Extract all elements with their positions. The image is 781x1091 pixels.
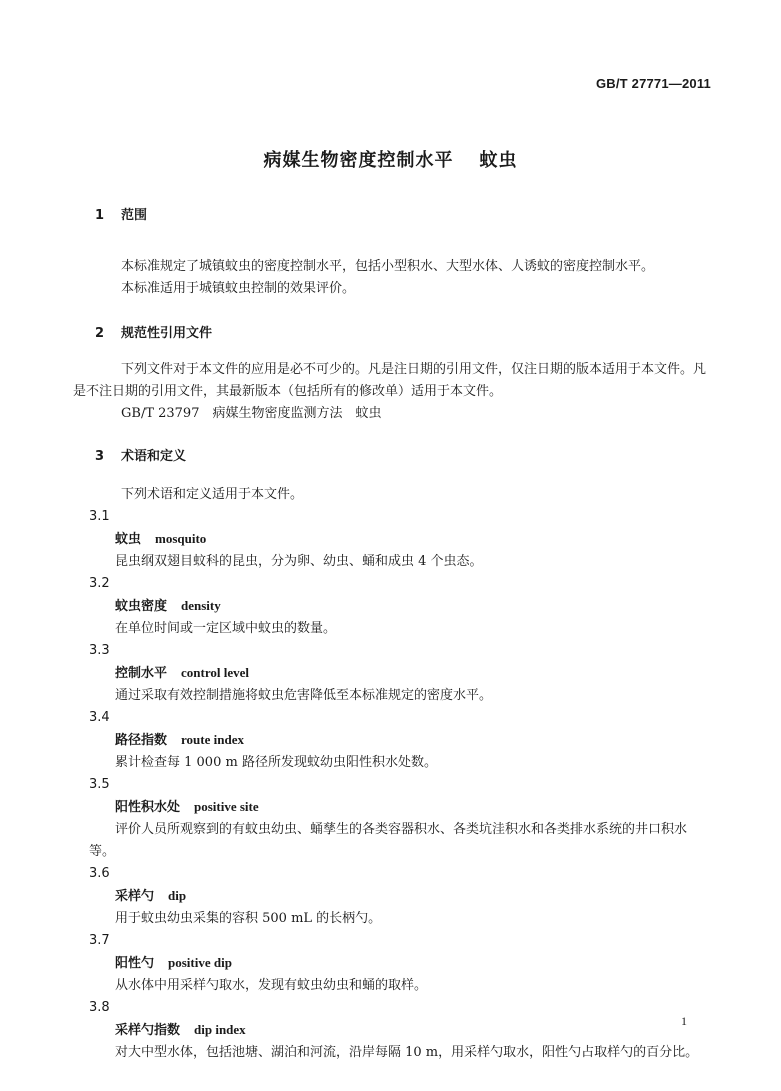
term-en: control level xyxy=(181,665,250,680)
term-entry xyxy=(89,707,710,774)
terms-intro: 下列术语和定义适用于本文件。 xyxy=(121,487,304,502)
term-en: positive site xyxy=(194,799,259,814)
term-definition: 累计检查每 1 000 m 路径所发现蚊幼虫阳性积水处数。 xyxy=(115,755,437,770)
term-zh: 阳性勺 xyxy=(115,956,155,971)
term-en: density xyxy=(181,598,221,613)
term-zh: 采样勺指数 xyxy=(115,1023,181,1038)
section-title: 术语和定义 xyxy=(121,449,187,464)
term-definition: 通过采取有效控制措施将蚊虫危害降低至本标准规定的密度水平。 xyxy=(115,688,493,703)
references-paragraph: 下列文件对于本文件的应用是必不可少的。凡是注日期的引用文件，仅注日期的版本适用于本文件。凡是不注日期的引用文件，其最新版本（包括所有的修改单）适用于本文件。 xyxy=(73,362,707,399)
term-en: positive dip xyxy=(168,955,232,970)
reference-entry: GB/T 23797 病媒生物密度监测方法 蚊虫 xyxy=(121,406,382,421)
term-heading xyxy=(115,528,710,551)
term-zh: 蚊虫 xyxy=(115,532,142,547)
term-zh: 蚊虫密度 xyxy=(115,599,168,614)
term-number: 3.6 xyxy=(89,866,110,881)
term-number: 3.8 xyxy=(89,1000,110,1015)
term-number: 3.3 xyxy=(89,643,110,658)
term-number: 3.4 xyxy=(89,710,110,725)
term-heading xyxy=(115,952,710,975)
term-heading xyxy=(115,729,710,752)
term-zh: 控制水平 xyxy=(115,666,168,681)
term-definition: 对大中型水体，包括池塘、湖泊和河流，沿岸每隔 10 m，用采样勺取水，阳性勺占取样勺的百分比。 xyxy=(115,1045,699,1060)
term-heading xyxy=(115,1019,710,1042)
section-number: 3 xyxy=(95,449,105,464)
term-entry xyxy=(89,997,710,1064)
term-heading xyxy=(115,595,710,618)
term-en: mosquito xyxy=(155,531,207,546)
page-number: 1 xyxy=(681,1014,687,1028)
document-title xyxy=(0,146,781,172)
scope-paragraph-2: 本标准适用于城镇蚊虫控制的效果评价。 xyxy=(121,281,356,296)
term-entry xyxy=(89,774,710,863)
term-number: 3.1 xyxy=(89,509,110,524)
section-title: 范围 xyxy=(121,208,148,223)
section-number: 2 xyxy=(95,326,105,341)
term-en: dip xyxy=(168,888,187,903)
term-heading xyxy=(115,885,710,908)
section-heading-references xyxy=(95,323,710,345)
term-heading xyxy=(115,662,710,685)
section-number: 1 xyxy=(95,208,105,223)
term-en: dip index xyxy=(194,1022,246,1037)
term-number: 3.7 xyxy=(89,933,110,948)
section-heading-scope xyxy=(95,205,710,227)
term-zh: 路径指数 xyxy=(115,733,168,748)
term-definition: 在单位时间或一定区域中蚊虫的数量。 xyxy=(115,621,337,636)
term-entry xyxy=(89,640,710,707)
term-heading xyxy=(115,796,710,819)
term-entry xyxy=(89,506,710,573)
document-body xyxy=(73,205,710,1064)
terms-list xyxy=(89,506,710,1064)
section-heading-terms xyxy=(95,446,710,468)
term-zh: 阳性积水处 xyxy=(115,800,181,815)
term-entry xyxy=(89,930,710,997)
term-entry xyxy=(89,863,710,930)
term-definition: 昆虫纲双翅目蚊科的昆虫，分为卵、幼虫、蛹和成虫 4 个虫态。 xyxy=(115,554,483,569)
term-definition: 用于蚊虫幼虫采集的容积 500 mL 的长柄勺。 xyxy=(115,911,382,926)
term-en: route index xyxy=(181,732,244,747)
document-title-sub: 蚊虫 xyxy=(479,150,518,171)
standard-number: GB/T 27771—2011 xyxy=(595,76,711,91)
section-title: 规范性引用文件 xyxy=(121,326,213,341)
term-number: 3.2 xyxy=(89,576,110,591)
term-entry xyxy=(89,573,710,640)
term-definition: 从水体中用采样勺取水，发现有蚊虫幼虫和蛹的取样。 xyxy=(115,978,428,993)
scope-paragraph-1: 本标准规定了城镇蚊虫的密度控制水平，包括小型积水、大型水体、人诱蚊的密度控制水平。 xyxy=(121,259,655,274)
term-number: 3.5 xyxy=(89,777,110,792)
document-title-main: 病媒生物密度控制水平 xyxy=(263,150,454,171)
term-definition: 评价人员所观察到的有蚊虫幼虫、蛹孳生的各类容器积水、各类坑洼积水和各类排水系统的井口积水等。 xyxy=(89,822,688,859)
term-zh: 采样勺 xyxy=(115,889,155,904)
